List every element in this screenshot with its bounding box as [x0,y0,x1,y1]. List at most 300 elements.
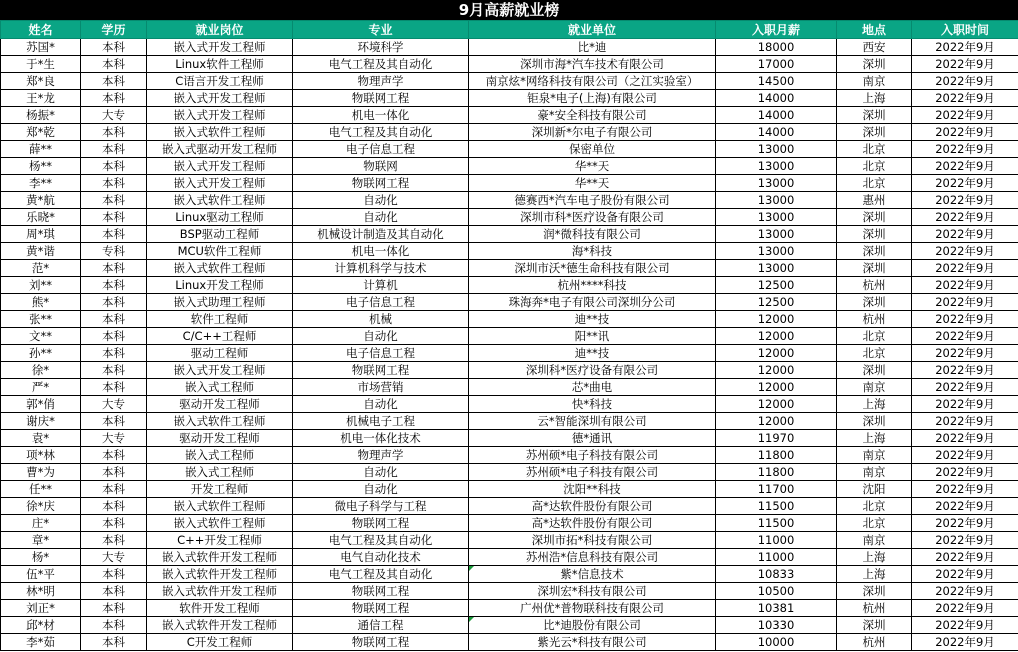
major-cell[interactable]: 电气工程及其自动化 [293,56,469,73]
position-cell[interactable]: 嵌入式软件开发工程师 [147,549,293,566]
major-cell[interactable]: 自动化 [293,464,469,481]
position-cell[interactable]: 嵌入式工程师 [147,464,293,481]
position-cell[interactable]: 嵌入式开发工程师 [147,90,293,107]
location-cell[interactable]: 深圳 [837,294,912,311]
major-cell[interactable]: 机械 [293,311,469,328]
employer-cell[interactable]: 润*微科技有限公司 [469,226,716,243]
employer-cell[interactable]: 海*科技 [469,243,716,260]
name-cell[interactable]: 王*龙 [1,90,81,107]
name-cell[interactable]: 熊* [1,294,81,311]
start-date-cell[interactable]: 2022年9月 [912,430,1018,447]
employer-cell[interactable]: 高*达软件股份有限公司 [469,515,716,532]
salary-cell[interactable]: 13000 [716,158,837,175]
location-cell[interactable]: 上海 [837,549,912,566]
salary-cell[interactable]: 12000 [716,413,837,430]
position-cell[interactable]: 嵌入式驱动开发工程师 [147,141,293,158]
education-cell[interactable]: 本科 [81,532,147,549]
start-date-cell[interactable]: 2022年9月 [912,515,1018,532]
name-cell[interactable]: 苏国* [1,39,81,56]
major-cell[interactable]: 机械电子工程 [293,413,469,430]
start-date-cell[interactable]: 2022年9月 [912,600,1018,617]
employer-cell[interactable]: 深圳市拓*科技有限公司 [469,532,716,549]
position-cell[interactable]: C++开发工程师 [147,532,293,549]
employer-cell[interactable]: 深圳宏*科技有限公司 [469,583,716,600]
major-cell[interactable]: 机电一体化 [293,107,469,124]
major-cell[interactable]: 计算机 [293,277,469,294]
start-date-cell[interactable]: 2022年9月 [912,345,1018,362]
salary-cell[interactable]: 17000 [716,56,837,73]
employer-cell[interactable]: 珠海奔*电子有限公司深圳分公司 [469,294,716,311]
location-cell[interactable]: 深圳 [837,362,912,379]
position-cell[interactable]: 嵌入式软件工程师 [147,192,293,209]
name-cell[interactable]: 文** [1,328,81,345]
name-cell[interactable]: 刘** [1,277,81,294]
education-cell[interactable]: 本科 [81,447,147,464]
salary-cell[interactable]: 14000 [716,124,837,141]
header-position[interactable]: 就业岗位 [147,21,293,39]
start-date-cell[interactable]: 2022年9月 [912,39,1018,56]
name-cell[interactable]: 李*茹 [1,634,81,651]
start-date-cell[interactable]: 2022年9月 [912,260,1018,277]
location-cell[interactable]: 深圳 [837,413,912,430]
salary-cell[interactable]: 10000 [716,634,837,651]
salary-cell[interactable]: 10330 [716,617,837,634]
position-cell[interactable]: MCU软件工程师 [147,243,293,260]
name-cell[interactable]: 范* [1,260,81,277]
education-cell[interactable]: 大专 [81,549,147,566]
location-cell[interactable]: 北京 [837,328,912,345]
location-cell[interactable]: 上海 [837,90,912,107]
major-cell[interactable]: 自动化 [293,481,469,498]
header-start-date[interactable]: 入职时间 [912,21,1018,39]
location-cell[interactable]: 杭州 [837,277,912,294]
salary-cell[interactable]: 13000 [716,192,837,209]
position-cell[interactable]: Linux驱动工程师 [147,209,293,226]
major-cell[interactable]: 物联网工程 [293,583,469,600]
education-cell[interactable]: 本科 [81,311,147,328]
location-cell[interactable]: 惠州 [837,192,912,209]
location-cell[interactable]: 北京 [837,515,912,532]
position-cell[interactable]: 嵌入式开发工程师 [147,158,293,175]
start-date-cell[interactable]: 2022年9月 [912,209,1018,226]
name-cell[interactable]: 严* [1,379,81,396]
header-salary[interactable]: 入职月薪 [716,21,837,39]
position-cell[interactable]: 驱动工程师 [147,345,293,362]
education-cell[interactable]: 本科 [81,192,147,209]
major-cell[interactable]: 物理声学 [293,73,469,90]
start-date-cell[interactable]: 2022年9月 [912,362,1018,379]
start-date-cell[interactable]: 2022年9月 [912,243,1018,260]
employer-cell[interactable]: 保密单位 [469,141,716,158]
name-cell[interactable]: 项*林 [1,447,81,464]
location-cell[interactable]: 北京 [837,345,912,362]
major-cell[interactable]: 电气工程及其自动化 [293,566,469,583]
name-cell[interactable]: 徐* [1,362,81,379]
education-cell[interactable]: 本科 [81,345,147,362]
salary-cell[interactable]: 12500 [716,294,837,311]
start-date-cell[interactable]: 2022年9月 [912,583,1018,600]
start-date-cell[interactable]: 2022年9月 [912,73,1018,90]
salary-cell[interactable]: 12000 [716,345,837,362]
salary-cell[interactable]: 11500 [716,515,837,532]
table-row [1,209,1018,226]
salary-cell[interactable]: 12000 [716,396,837,413]
employer-cell[interactable]: 深圳市沃*德生命科技有限公司 [469,260,716,277]
position-cell[interactable]: 嵌入式软件工程师 [147,515,293,532]
location-cell[interactable]: 北京 [837,158,912,175]
education-cell[interactable]: 大专 [81,430,147,447]
position-cell[interactable]: 驱动开发工程师 [147,430,293,447]
start-date-cell[interactable]: 2022年9月 [912,141,1018,158]
name-cell[interactable]: 黄*航 [1,192,81,209]
major-cell[interactable]: 自动化 [293,396,469,413]
position-cell[interactable]: 嵌入式工程师 [147,447,293,464]
education-cell[interactable]: 本科 [81,617,147,634]
salary-cell[interactable]: 12000 [716,328,837,345]
major-cell[interactable]: 机械设计制造及其自动化 [293,226,469,243]
location-cell[interactable]: 杭州 [837,634,912,651]
location-cell[interactable]: 深圳 [837,107,912,124]
position-cell[interactable]: Linux开发工程师 [147,277,293,294]
employer-cell[interactable]: 紫*信息技术 [469,566,716,583]
name-cell[interactable]: 黄*谐 [1,243,81,260]
employer-cell[interactable]: 深圳科*医疗设备有限公司 [469,362,716,379]
employer-cell[interactable]: 苏州浩*信息科技有限公司 [469,549,716,566]
education-cell[interactable]: 本科 [81,481,147,498]
start-date-cell[interactable]: 2022年9月 [912,498,1018,515]
employer-cell[interactable]: 云*智能深圳有限公司 [469,413,716,430]
location-cell[interactable]: 北京 [837,498,912,515]
position-cell[interactable]: 嵌入式软件开发工程师 [147,566,293,583]
education-cell[interactable]: 大专 [81,396,147,413]
start-date-cell[interactable]: 2022年9月 [912,481,1018,498]
salary-cell[interactable]: 11700 [716,481,837,498]
major-cell[interactable]: 电子信息工程 [293,345,469,362]
start-date-cell[interactable]: 2022年9月 [912,175,1018,192]
employer-cell[interactable]: 快*科技 [469,396,716,413]
employer-cell[interactable]: 钜泉*电子(上海)有限公司 [469,90,716,107]
location-cell[interactable]: 杭州 [837,600,912,617]
education-cell[interactable]: 本科 [81,277,147,294]
education-cell[interactable]: 本科 [81,379,147,396]
start-date-cell[interactable]: 2022年9月 [912,396,1018,413]
name-cell[interactable]: 庄* [1,515,81,532]
education-cell[interactable]: 本科 [81,583,147,600]
major-cell[interactable]: 物联网工程 [293,600,469,617]
header-location[interactable]: 地点 [837,21,912,39]
start-date-cell[interactable]: 2022年9月 [912,328,1018,345]
education-cell[interactable]: 专科 [81,243,147,260]
employer-cell[interactable]: 迪**技 [469,311,716,328]
start-date-cell[interactable]: 2022年9月 [912,277,1018,294]
start-date-cell[interactable]: 2022年9月 [912,379,1018,396]
name-cell[interactable]: 邱*材 [1,617,81,634]
education-cell[interactable]: 本科 [81,498,147,515]
table-body [1,39,1018,651]
major-cell[interactable]: 计算机科学与技术 [293,260,469,277]
table-row [1,566,1018,583]
name-cell[interactable]: 曹*为 [1,464,81,481]
name-cell[interactable]: 周*琪 [1,226,81,243]
name-cell[interactable]: 郑*良 [1,73,81,90]
education-cell[interactable]: 本科 [81,464,147,481]
employer-cell[interactable]: 杭州****科技 [469,277,716,294]
position-cell[interactable]: C语言开发工程师 [147,73,293,90]
salary-cell[interactable]: 18000 [716,39,837,56]
major-cell[interactable]: 物联网 [293,158,469,175]
location-cell[interactable]: 西安 [837,39,912,56]
salary-cell[interactable]: 12500 [716,277,837,294]
major-cell[interactable]: 微电子科学与工程 [293,498,469,515]
salary-cell[interactable]: 14000 [716,90,837,107]
name-cell[interactable]: 谢庆* [1,413,81,430]
location-cell[interactable]: 南京 [837,532,912,549]
location-cell[interactable]: 深圳 [837,260,912,277]
location-cell[interactable]: 深圳 [837,583,912,600]
salary-cell[interactable]: 12000 [716,362,837,379]
name-cell[interactable]: 薛** [1,141,81,158]
salary-cell[interactable]: 11000 [716,532,837,549]
major-cell[interactable]: 物联网工程 [293,515,469,532]
salary-cell[interactable]: 12000 [716,311,837,328]
start-date-cell[interactable]: 2022年9月 [912,447,1018,464]
employer-cell[interactable]: 华**天 [469,175,716,192]
employer-cell[interactable]: 比*迪 [469,39,716,56]
name-cell[interactable]: 郑*乾 [1,124,81,141]
name-cell[interactable]: 张** [1,311,81,328]
start-date-cell[interactable]: 2022年9月 [912,566,1018,583]
start-date-cell[interactable]: 2022年9月 [912,226,1018,243]
start-date-cell[interactable]: 2022年9月 [912,90,1018,107]
employer-cell[interactable]: 华**天 [469,158,716,175]
position-cell[interactable]: 嵌入式软件工程师 [147,413,293,430]
position-cell[interactable]: 嵌入式软件工程师 [147,124,293,141]
position-cell[interactable]: 嵌入式软件开发工程师 [147,617,293,634]
salary-cell[interactable]: 11500 [716,498,837,515]
name-cell[interactable]: 刘正* [1,600,81,617]
salary-cell[interactable]: 11970 [716,430,837,447]
salary-cell[interactable]: 13000 [716,260,837,277]
education-cell[interactable]: 本科 [81,158,147,175]
location-cell[interactable]: 南京 [837,379,912,396]
employer-cell[interactable]: 德*通讯 [469,430,716,447]
education-cell[interactable]: 本科 [81,600,147,617]
name-cell[interactable]: 袁* [1,430,81,447]
start-date-cell[interactable]: 2022年9月 [912,617,1018,634]
location-cell[interactable]: 上海 [837,396,912,413]
start-date-cell[interactable]: 2022年9月 [912,413,1018,430]
position-cell[interactable]: 嵌入式助理工程师 [147,294,293,311]
education-cell[interactable]: 大专 [81,107,147,124]
education-cell[interactable]: 本科 [81,124,147,141]
location-cell[interactable]: 深圳 [837,226,912,243]
location-cell[interactable]: 北京 [837,175,912,192]
position-cell[interactable]: 嵌入式软件开发工程师 [147,583,293,600]
education-cell[interactable]: 本科 [81,294,147,311]
education-cell[interactable]: 本科 [81,566,147,583]
location-cell[interactable]: 南京 [837,464,912,481]
start-date-cell[interactable]: 2022年9月 [912,56,1018,73]
education-cell[interactable]: 本科 [81,175,147,192]
location-cell[interactable]: 杭州 [837,311,912,328]
position-cell[interactable]: C开发工程师 [147,634,293,651]
header-name[interactable]: 姓名 [1,21,81,39]
employer-cell[interactable]: 德赛西*汽车电子股份有限公司 [469,192,716,209]
location-cell[interactable]: 北京 [837,141,912,158]
start-date-cell[interactable]: 2022年9月 [912,464,1018,481]
header-employer[interactable]: 就业单位 [469,21,716,39]
salary-cell[interactable]: 11000 [716,549,837,566]
location-cell[interactable]: 深圳 [837,243,912,260]
education-cell[interactable]: 本科 [81,73,147,90]
header-major[interactable]: 专业 [293,21,469,39]
major-cell[interactable]: 电气工程及其自动化 [293,532,469,549]
name-cell[interactable]: 于*生 [1,56,81,73]
employer-cell[interactable]: 豪*安全科技有限公司 [469,107,716,124]
employer-cell[interactable]: 阳**讯 [469,328,716,345]
employer-cell[interactable]: 芯*曲电 [469,379,716,396]
salary-cell[interactable]: 10833 [716,566,837,583]
employer-cell[interactable]: 高*达软件股份有限公司 [469,498,716,515]
start-date-cell[interactable]: 2022年9月 [912,532,1018,549]
major-cell[interactable]: 自动化 [293,328,469,345]
position-cell[interactable]: 嵌入式软件工程师 [147,260,293,277]
major-cell[interactable]: 电子信息工程 [293,141,469,158]
position-cell[interactable]: BSP驱动工程师 [147,226,293,243]
salary-cell[interactable]: 13000 [716,226,837,243]
education-cell[interactable]: 本科 [81,413,147,430]
employer-cell[interactable]: 深圳市海*汽车技术有限公司 [469,56,716,73]
major-cell[interactable]: 物联网工程 [293,362,469,379]
name-cell[interactable]: 杨** [1,158,81,175]
location-cell[interactable]: 沈阳 [837,481,912,498]
position-cell[interactable]: 驱动开发工程师 [147,396,293,413]
name-cell[interactable]: 乐晓* [1,209,81,226]
major-cell[interactable]: 机电一体化 [293,243,469,260]
education-cell[interactable]: 本科 [81,634,147,651]
name-cell[interactable]: 杨* [1,549,81,566]
position-cell[interactable]: 嵌入式开发工程师 [147,107,293,124]
name-cell[interactable]: 任** [1,481,81,498]
education-cell[interactable]: 本科 [81,328,147,345]
major-cell[interactable]: 通信工程 [293,617,469,634]
location-cell[interactable]: 深圳 [837,617,912,634]
education-cell[interactable]: 本科 [81,39,147,56]
education-cell[interactable]: 本科 [81,226,147,243]
employer-cell[interactable]: 紫光云*科技有限公司 [469,634,716,651]
education-cell[interactable]: 本科 [81,90,147,107]
name-cell[interactable]: 孙** [1,345,81,362]
major-cell[interactable]: 电气工程及其自动化 [293,124,469,141]
education-cell[interactable]: 本科 [81,56,147,73]
start-date-cell[interactable]: 2022年9月 [912,192,1018,209]
name-cell[interactable]: 伍*平 [1,566,81,583]
salary-cell[interactable]: 14000 [716,107,837,124]
major-cell[interactable]: 机电一体化技术 [293,430,469,447]
table-row [1,447,1018,464]
position-cell[interactable]: C/C++工程师 [147,328,293,345]
salary-cell[interactable]: 14500 [716,73,837,90]
position-cell[interactable]: 嵌入式开发工程师 [147,175,293,192]
start-date-cell[interactable]: 2022年9月 [912,158,1018,175]
location-cell[interactable]: 深圳 [837,56,912,73]
salary-cell[interactable]: 10381 [716,600,837,617]
major-cell[interactable]: 电子信息工程 [293,294,469,311]
position-cell[interactable]: 嵌入式开发工程师 [147,39,293,56]
employer-cell[interactable]: 苏州硕*电子科技有限公司 [469,464,716,481]
employer-cell[interactable]: 深圳新*尔电子有限公司 [469,124,716,141]
position-cell[interactable]: 开发工程师 [147,481,293,498]
location-cell[interactable]: 南京 [837,447,912,464]
education-cell[interactable]: 本科 [81,209,147,226]
salary-cell[interactable]: 13000 [716,175,837,192]
position-cell[interactable]: 软件工程师 [147,311,293,328]
employer-cell[interactable]: 南京炫*网络科技有限公司（之江实验室） [469,73,716,90]
employer-cell[interactable]: 苏州硕*电子科技有限公司 [469,447,716,464]
position-cell[interactable]: 嵌入式工程师 [147,379,293,396]
salary-cell[interactable]: 10500 [716,583,837,600]
major-cell[interactable]: 电气自动化技术 [293,549,469,566]
major-cell[interactable]: 物联网工程 [293,90,469,107]
name-cell[interactable]: 林*明 [1,583,81,600]
location-cell[interactable]: 南京 [837,73,912,90]
start-date-cell[interactable]: 2022年9月 [912,124,1018,141]
major-cell[interactable]: 市场营销 [293,379,469,396]
header-education[interactable]: 学历 [81,21,147,39]
education-cell[interactable]: 本科 [81,515,147,532]
name-cell[interactable]: 徐*庆 [1,498,81,515]
location-cell[interactable]: 上海 [837,566,912,583]
education-cell[interactable]: 本科 [81,260,147,277]
employer-cell[interactable]: 比*迪股份有限公司 [469,617,716,634]
position-cell[interactable]: 软件开发工程师 [147,600,293,617]
start-date-cell[interactable]: 2022年9月 [912,634,1018,651]
name-cell[interactable]: 章* [1,532,81,549]
name-cell[interactable]: 李** [1,175,81,192]
name-cell[interactable]: 杨振* [1,107,81,124]
start-date-cell[interactable]: 2022年9月 [912,294,1018,311]
location-cell[interactable]: 深圳 [837,124,912,141]
start-date-cell[interactable]: 2022年9月 [912,311,1018,328]
employer-cell[interactable]: 沈阳**科技 [469,481,716,498]
salary-cell[interactable]: 11800 [716,464,837,481]
major-cell[interactable]: 物联网工程 [293,634,469,651]
employer-cell[interactable]: 广州优*普物联科技有限公司 [469,600,716,617]
major-cell[interactable]: 环境科学 [293,39,469,56]
employer-cell[interactable]: 深圳市科*医疗设备有限公司 [469,209,716,226]
location-cell[interactable]: 上海 [837,430,912,447]
salary-cell[interactable]: 13000 [716,243,837,260]
salary-cell[interactable]: 13000 [716,141,837,158]
major-cell[interactable]: 物理声学 [293,447,469,464]
name-cell[interactable]: 郭*俏 [1,396,81,413]
major-cell[interactable]: 物联网工程 [293,175,469,192]
salary-cell[interactable]: 11800 [716,447,837,464]
location-cell[interactable]: 深圳 [837,209,912,226]
salary-cell[interactable]: 12000 [716,379,837,396]
major-cell[interactable]: 自动化 [293,192,469,209]
start-date-cell[interactable]: 2022年9月 [912,107,1018,124]
position-cell[interactable]: Linux软件工程师 [147,56,293,73]
position-cell[interactable]: 嵌入式开发工程师 [147,362,293,379]
start-date-cell[interactable]: 2022年9月 [912,549,1018,566]
education-cell[interactable]: 本科 [81,362,147,379]
position-cell[interactable]: 嵌入式软件工程师 [147,498,293,515]
salary-cell[interactable]: 13000 [716,209,837,226]
employer-cell[interactable]: 迪**技 [469,345,716,362]
education-cell[interactable]: 本科 [81,141,147,158]
major-cell[interactable]: 自动化 [293,209,469,226]
